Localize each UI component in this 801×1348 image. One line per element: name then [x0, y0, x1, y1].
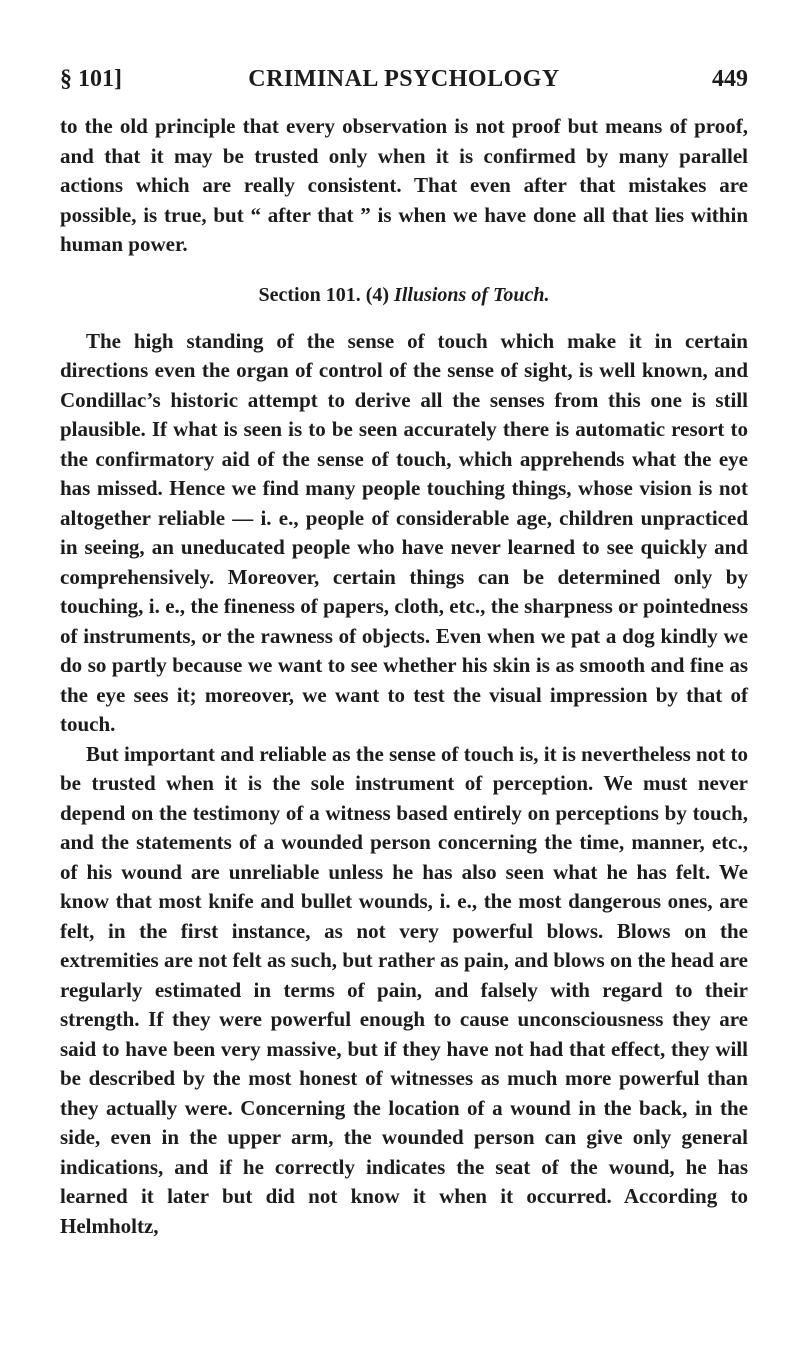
paragraph-touch-2: But important and reliable as the sense of touch is, it is nevertheless not to be trusted when it is the sole instrument of perception. We must never depend on the testimony of a witness based entirely on perceptions by touch, and the statements of a wounded person concerning the time, manner, etc., of his wound are unreliable unless he has also seen what he has felt. We know that most knife and bullet wounds, i. e., the most dangerous ones, are felt, in the first instance, as not very powerful blows. Blows on the extremities are not felt as such, but rather as pain, and blows on the head are regularly estimated in terms of pain, and falsely with regard to their strength. If they were powerful enough to cause unconsciousness they are said to have been very massive, but if they have not had that effect, they will be described by the most honest of witnesses as much more powerful than they actually were. Concerning the location of a wound in the back, in the side, even in the upper arm, the wounded person can give only general indications, and if he correctly indicates the seat of the wound, he has learned it later but did not know it when it occurred. According to Helmholtz,: [60, 741, 748, 1238]
page-number: 449: [712, 66, 748, 92]
paragraph-touch-1: The high standing of the sense of touch which make it in certain directions even the organ of control of the sense of sight, is well known, and Condillac’s historic attempt to derive all the senses from this one is still plausible. If what is seen is to be seen accurately there is automatic resort to the confirmatory aid of the sense of touch, which apprehends what the eye has missed. Hence we find many people touching things, whose vision is not altogether reliable — i. e., people of considerable age, children unpracticed in seeing, an uneducated people who have never learned to see quickly and comprehensively. Moreover, certain things can be determined only by touching, i. e., the fineness of papers, cloth, etc., the sharpness or pointedness of instruments, or the rawness of objects. Even when we pat a dog kindly we do so partly because we want to see whether his skin is as smooth and fine as the eye sees it; moreover, we want to test the visual impression by that of touch.: [60, 328, 748, 736]
running-title: CRIMINAL PSYCHOLOGY: [248, 66, 560, 92]
section-topic: Illusions of Touch.: [394, 283, 550, 306]
section-heading: [60, 281, 748, 310]
section-label: Section 101. (4): [258, 283, 390, 306]
section-mark: § 101]: [60, 66, 122, 92]
paragraph-continuation: to the old principle that every observation is not proof but means of proof, and that it may be trusted only when it is confirmed by many parallel actions which are really consistent. That even after that mistakes are possible, is true, but “ after that ” is when we have done all that lies within human power.: [60, 114, 748, 256]
running-head: [60, 64, 748, 94]
body-text: [60, 112, 748, 1241]
